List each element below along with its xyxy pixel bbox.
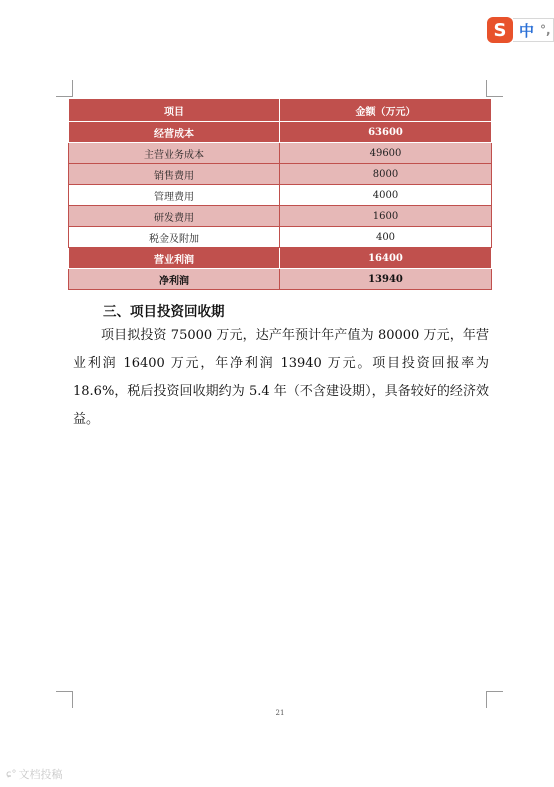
row-amount: 49600 xyxy=(280,143,492,164)
row-item: 研发费用 xyxy=(69,206,280,227)
row-amount: 400 xyxy=(280,227,492,248)
section-paragraph: 项目拟投资 75000 万元，达产年预计年产值为 80000 万元，年营业利润 16400 万元，年净利润 13940 万元。项目投资回报率为 18.6%，税后投资回收期约为 5.4 年（不含建设期），具备较好的经济效益。 xyxy=(73,328,489,427)
section-heading: 三、项目投资回收期 xyxy=(103,304,225,320)
watermark-logo-icon: ɕ° xyxy=(6,768,17,780)
table-row xyxy=(69,248,492,269)
row-item: 营业利润 xyxy=(69,248,280,269)
row-amount: 8000 xyxy=(280,164,492,185)
header-amount: 金额（万元） xyxy=(280,99,492,122)
crop-mark-bottom-left xyxy=(56,691,73,708)
row-item: 管理费用 xyxy=(69,185,280,206)
row-item: 净利润 xyxy=(69,269,280,290)
input-method-indicator[interactable] xyxy=(487,16,554,44)
row-amount: 4000 xyxy=(280,185,492,206)
table-row xyxy=(69,185,492,206)
table-row xyxy=(69,206,492,227)
watermark-text: 文档投稿 xyxy=(18,768,63,781)
crop-mark-top-right xyxy=(486,80,503,97)
cost-profit-table xyxy=(68,98,492,290)
row-item: 销售费用 xyxy=(69,164,280,185)
table-row xyxy=(69,143,492,164)
header-item: 项目 xyxy=(69,99,280,122)
row-item: 主营业务成本 xyxy=(69,143,280,164)
row-amount: 1600 xyxy=(280,206,492,227)
row-amount: 13940 xyxy=(280,269,492,290)
watermark xyxy=(6,766,63,782)
row-amount: 16400 xyxy=(280,248,492,269)
ime-mode-panel[interactable] xyxy=(513,18,554,42)
ime-punct-icon[interactable]: °, xyxy=(540,23,551,37)
row-amount: 63600 xyxy=(280,122,492,143)
crop-mark-top-left xyxy=(56,80,73,97)
table-row xyxy=(69,269,492,290)
row-item: 经营成本 xyxy=(69,122,280,143)
crop-mark-bottom-right xyxy=(486,691,503,708)
sogou-logo-icon[interactable]: S xyxy=(487,17,513,43)
table-row xyxy=(69,227,492,248)
table-row xyxy=(69,164,492,185)
table-row xyxy=(69,122,492,143)
page-number: 21 xyxy=(275,709,285,717)
table-header-row xyxy=(69,99,492,122)
row-item: 税金及附加 xyxy=(69,227,280,248)
ime-mode-label[interactable]: 中 xyxy=(519,21,535,40)
